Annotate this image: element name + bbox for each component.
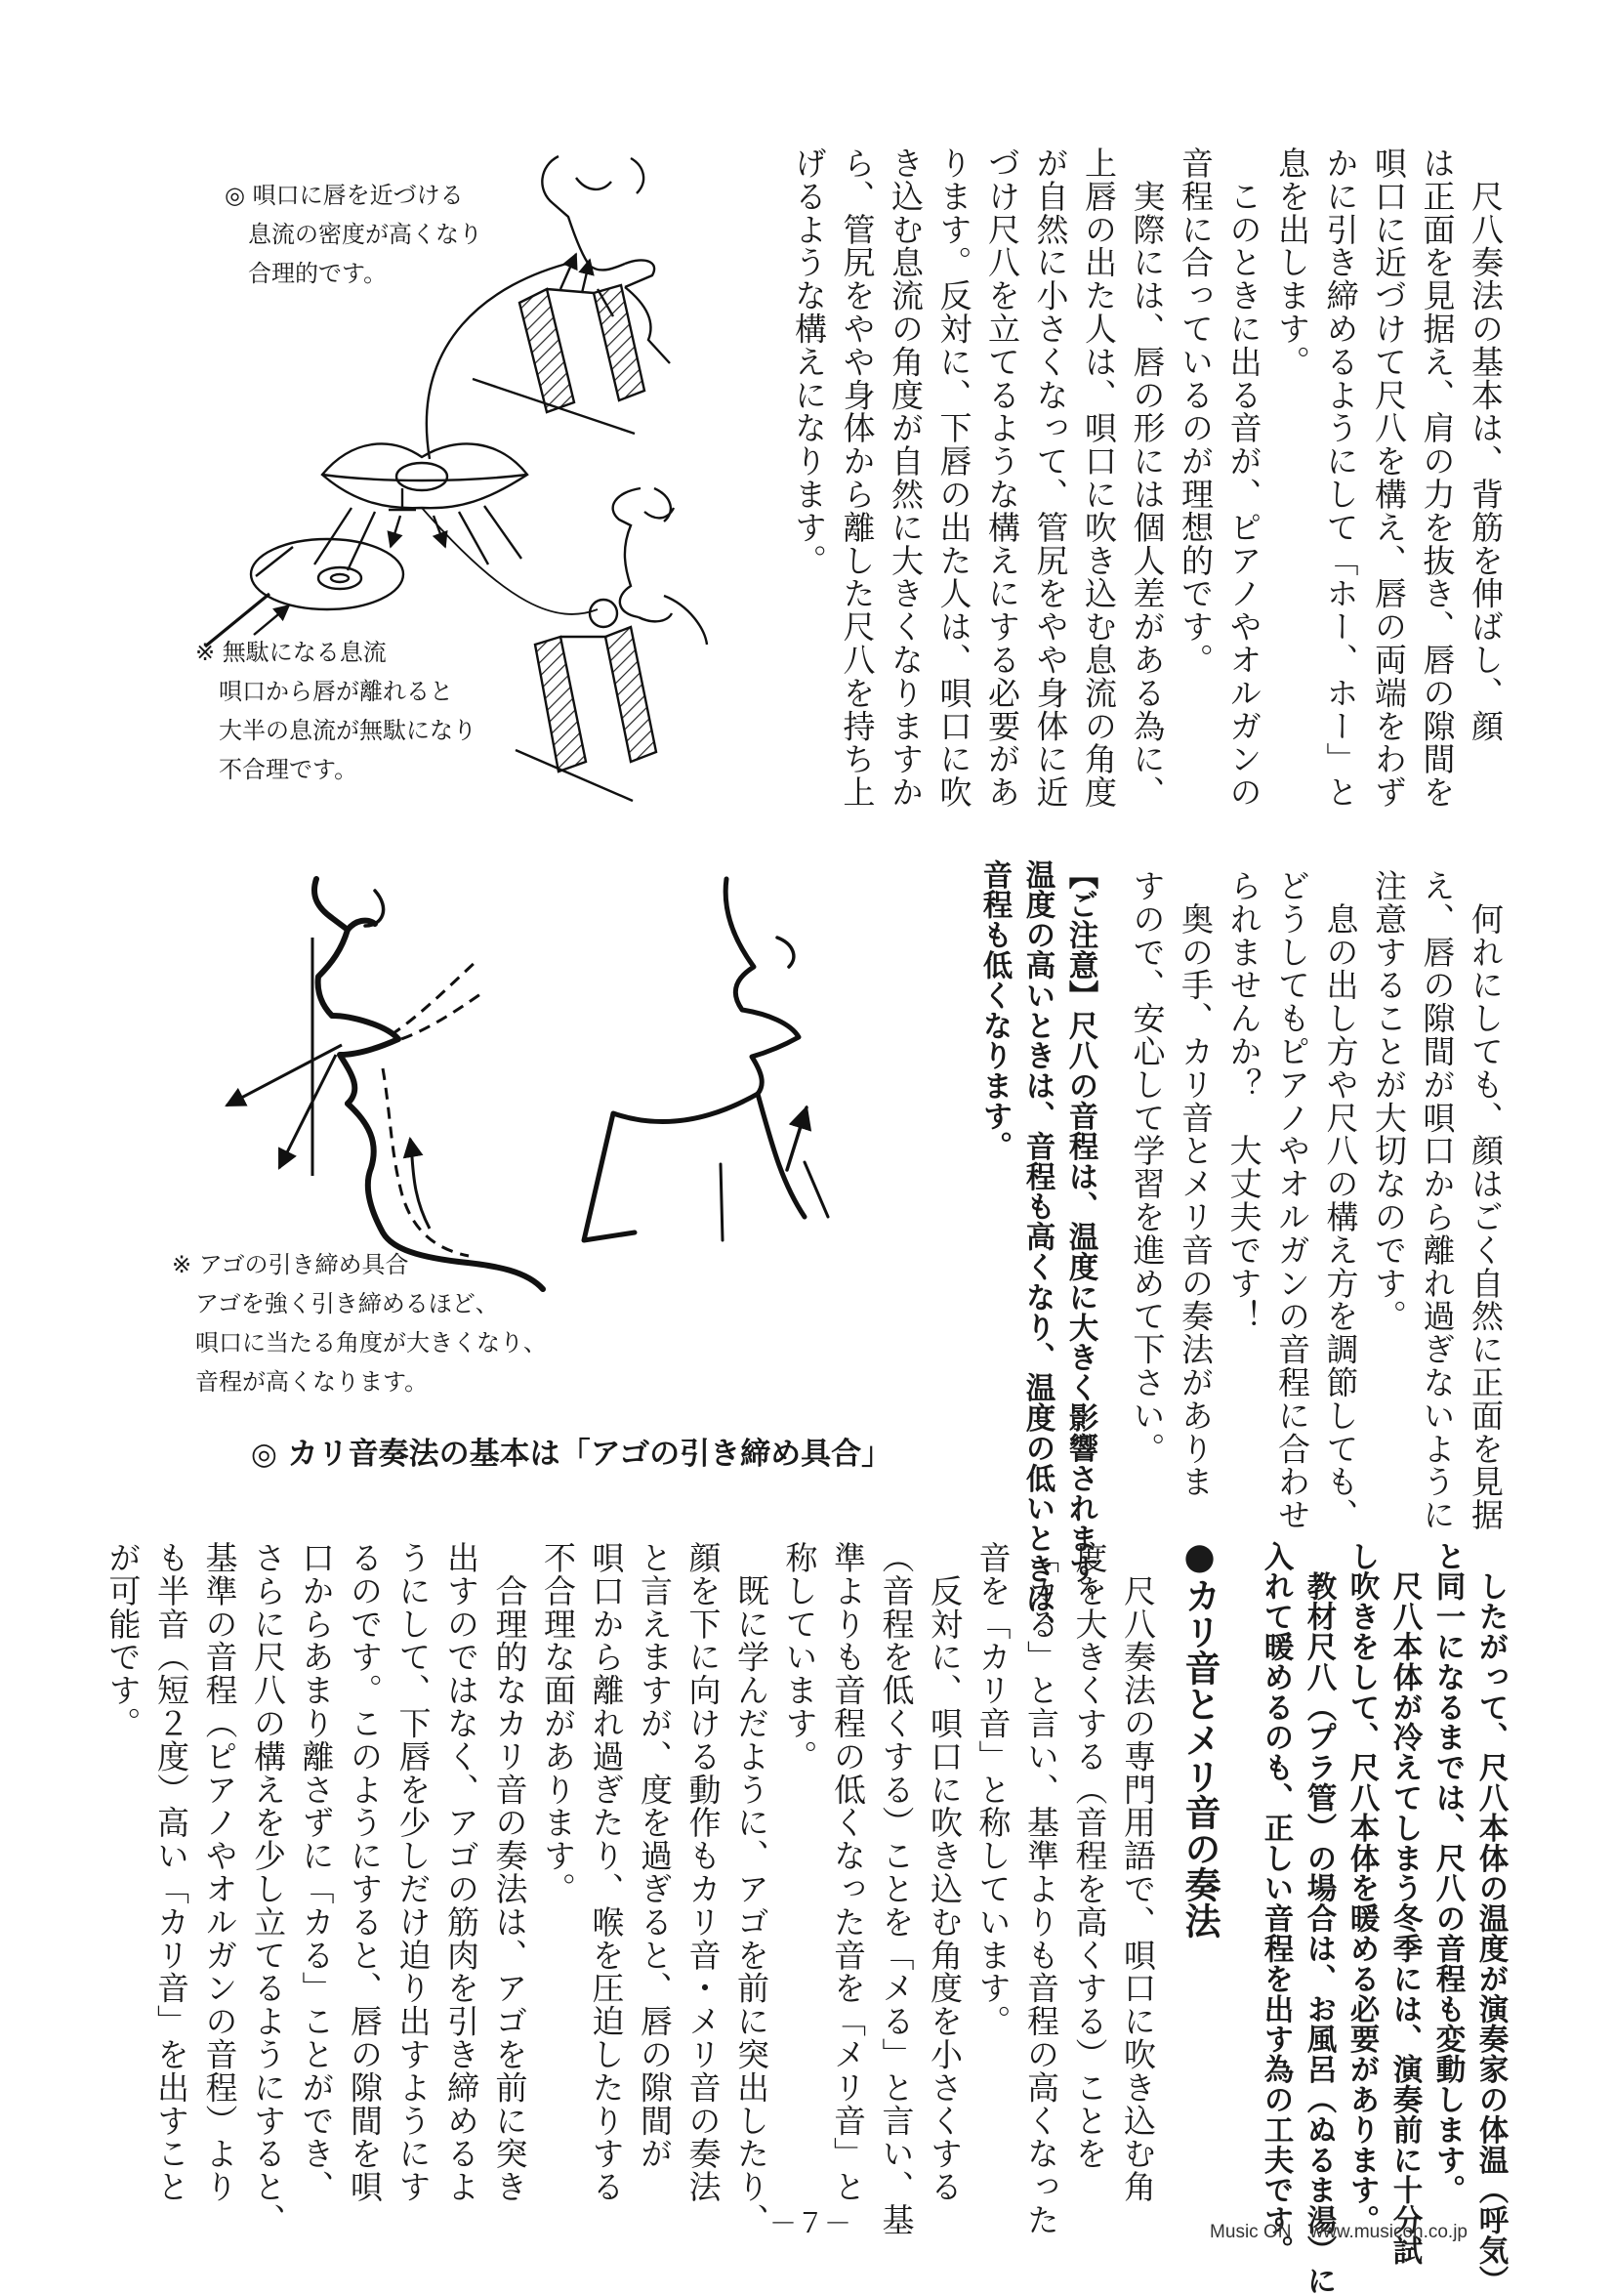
figure-caption: ◎ カリ音奏法の基本は「アゴの引き締め具合」 bbox=[250, 1437, 892, 1472]
basic-embouchure-paragraph: 尺八奏法の基本は、背筋を伸ばし、顔 は正面を見据え、肩の力を抜き、唇の隙間を 唄口に近づけて尺八を構え、唇の両端をわず かに引き締めるようにして「ホー、ホー」と 息を出します。 このときに出る音が、ピアノやオルガンの 音程に合っているのが理想的です。 実際には、唇の形には個人差がある為に、 上唇の出た人は、唄口に吹き込む息流の角度 が自然に小さくなって、管尻をやや身体に近 づけ尺八を立てるような構えにする必要があ ります。反対に、下唇の出た人は、唄口に吹 き込む息流の角度が自然に大きくなりますか ら、管尻をやや身体から離した尺八を持ち上 げるような構えになります。 bbox=[790, 146, 1505, 809]
publisher-footer: Music ON www.musicon.co.jp bbox=[1210, 2222, 1468, 2242]
upper-flute bbox=[473, 254, 644, 434]
adjustment-paragraph: 何れにしても、顔はごく自然に正面を見据 え、唇の隙間が唄口から離れ過ぎないように 注意することが大切なのです。 息の出し方や尺八の構え方を調節しても、 どうしてもピアノやオルガンの音程に合わせ られませんか？ 大丈夫です！ 奥の手、カリ音とメリ音の奏法がありま すので、安心して学習を進めて下さい。 bbox=[1128, 869, 1505, 1531]
lips-closeup bbox=[314, 443, 527, 570]
temperature-note: したがって、尺八本体の温度が演奏家の体温（呼気） と同一になるまでは、尺八の音程も変動します。 尺八本体が冷えてしまう冬季には、演奏前に十分試 し吹きをして、尺八本体を暖める必要があります。 教材尺八（プラ管）の場合は、お風呂（ぬるま湯）に 入れて暖めるのも、正しい音程を出す為の工夫です。 bbox=[1259, 1541, 1508, 2296]
kari-meri-paragraph: 尺八奏法の専門用語で、唄口に吹き込む角 度を大きくする（音程を高くする）ことを 「カる」と言い、基準よりも音程の高くなった 音を「カリ音」と称しています。 反対に、唄口に吹き込む角度を小さくする （音程を低くする）ことを「メる」と言い、基 準よりも音程の低くなった音を「メリ音」と 称しています。 既に学んだように、アゴを前に突出したり、 顔を下に向ける動作もカリ音・メリ音の奏法 と言えますが、度を過ぎると、唇の隙間が 唄口から離れ過ぎたり、喉を圧迫したりする 不合理な面があります。 合理的なカリ音の奏法は、アゴを前に突き 出すのではなく、アゴの筋肉を引き締めるよ うにして、下唇を少しだけ迫り出すようにす るのです。このようにすると、唇の隙間を唄 口からあまり離さずに「カる」ことができ、 さらに尺八の構えを少し立てるようにすると、 基準の音程（ピアノやオルガンの音程）より も半音（短２度）高い「カリ音」を出すこと が可能です。 bbox=[103, 1541, 1157, 2236]
wasted-airflow-label: ※ 無駄になる息流 唄口から唇が離れると 大半の息流が無駄になり 不合理です。 bbox=[195, 639, 476, 783]
good-embouchure-label: ◎ 唄口に唇を近づける 息流の密度が高くなり 合理的です。 bbox=[225, 182, 482, 287]
wasted-airflow-diagram bbox=[205, 539, 403, 647]
jaw-tightening-label: ※ アゴの引き締め具合 アゴを強く引き締めるほど、 唄口に当たる角度が大きくなり、 音程が高くなります。 bbox=[172, 1251, 547, 1396]
jaw-neutral-profile bbox=[584, 879, 828, 1240]
caution-note: 【ご注意】尺八の音程は、温度に大きく影響されます。 温度の高いときは、音程も高くなり、温度の低いときは、 音程も低くなります。 bbox=[977, 859, 1097, 1645]
jaw-tightening-figure bbox=[227, 879, 828, 1289]
connector-line bbox=[422, 508, 598, 614]
lower-flute bbox=[516, 627, 656, 801]
kari-meri-heading: ●カリ音とメリ音の奏法 bbox=[1179, 1535, 1221, 1939]
page-number: －７－ bbox=[768, 2207, 851, 2239]
lower-face-profile bbox=[590, 488, 707, 645]
